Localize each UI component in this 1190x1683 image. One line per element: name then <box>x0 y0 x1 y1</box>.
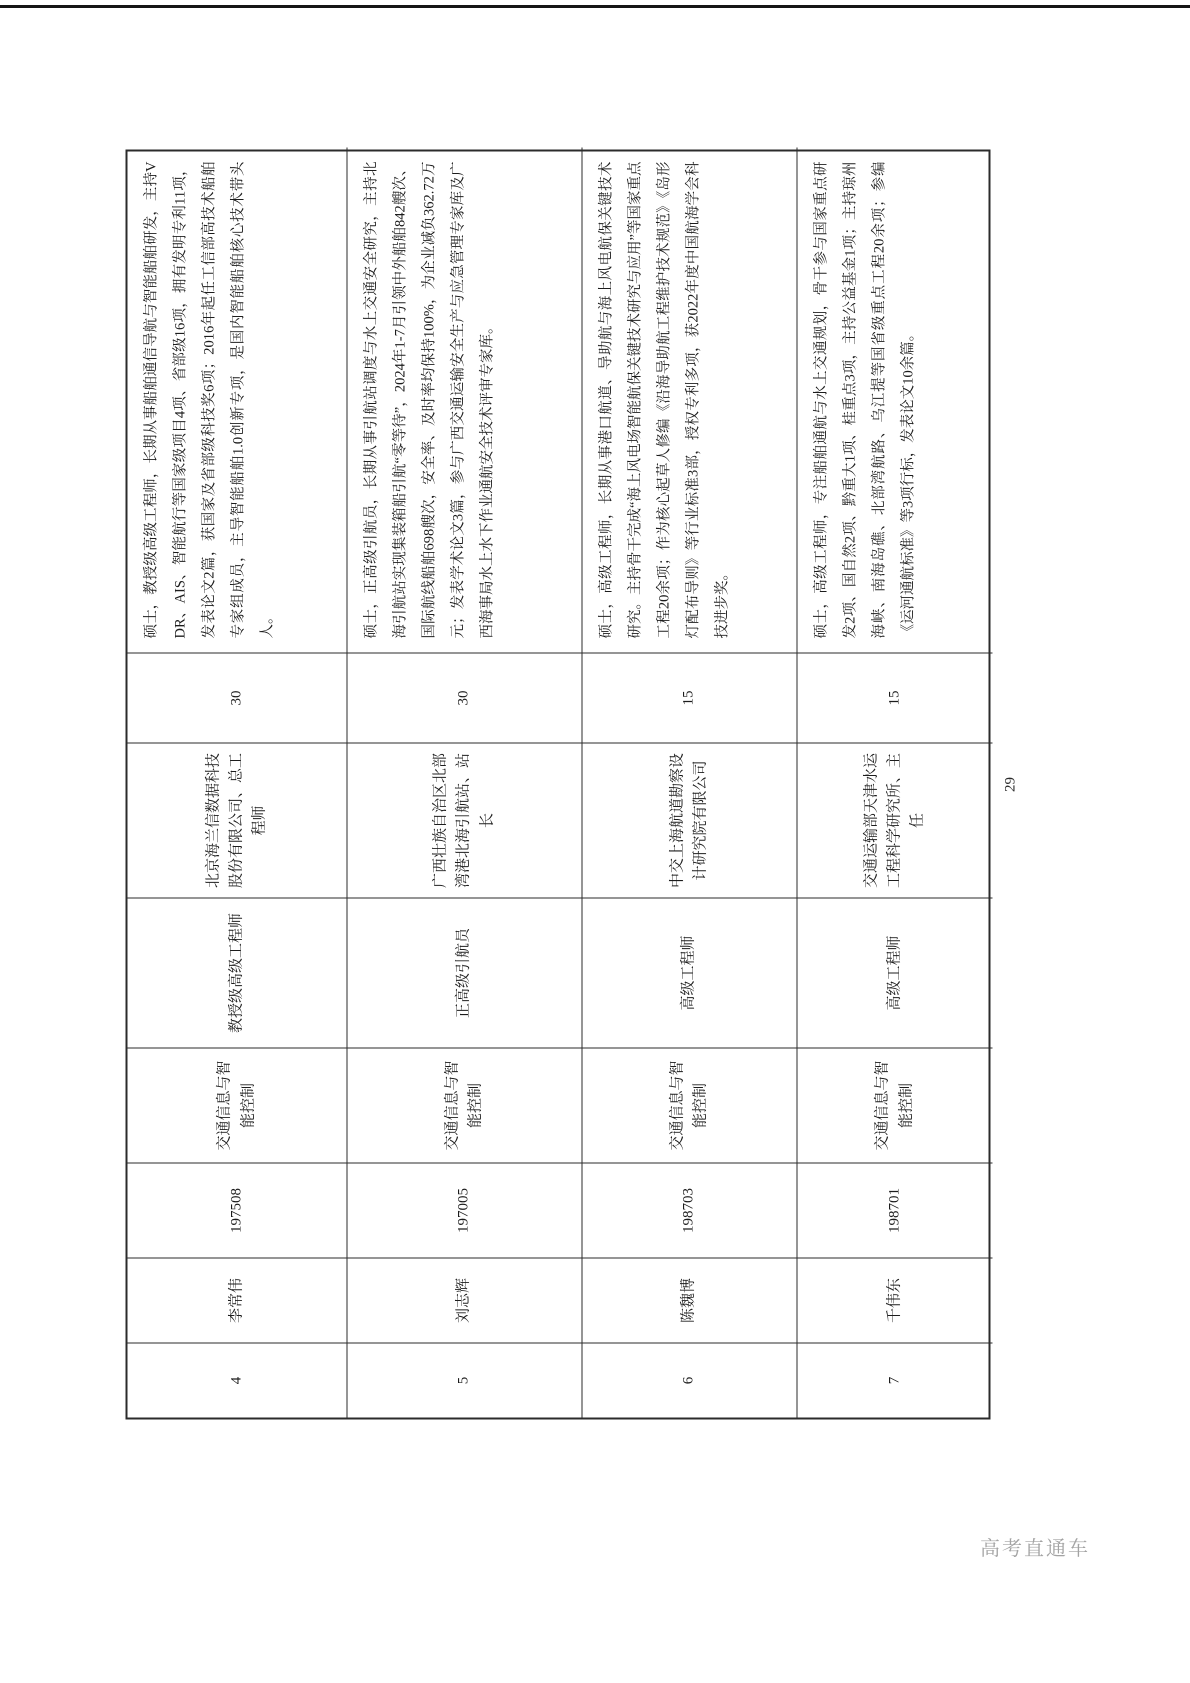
seq-cell: 6 <box>583 1343 798 1418</box>
rotated-landscape-sheet <box>126 150 1031 1420</box>
major-cell: 交通信息与智能控制 <box>348 1048 583 1163</box>
org-cell: 中交上海航道勘察设计研究院有限公司 <box>583 743 798 898</box>
birth-cell: 198703 <box>583 1163 798 1258</box>
watermark: 高考直通车 <box>980 1538 1090 1560</box>
major-cell: 交通信息与智能控制 <box>128 1048 348 1163</box>
title-cell: 正高级引航员 <box>348 898 583 1048</box>
seq-cell: 5 <box>348 1343 583 1418</box>
num-cell: 30 <box>348 653 583 743</box>
title-cell: 高级工程师 <box>583 898 798 1048</box>
num-cell: 15 <box>583 653 798 743</box>
seq-cell: 4 <box>128 1343 348 1418</box>
major-cell: 交通信息与智能控制 <box>798 1048 993 1163</box>
name-cell: 李常伟 <box>128 1258 348 1343</box>
org-cell: 北京海兰信数据科技股份有限公司、总工程师 <box>128 743 348 898</box>
achievements-cell: 硕士，正高级引航员，长期从事引航站调度与水上交通安全研究，主持北海引航站实现集装箱船引航“零等待”，2024年1-7月引领中外船舶842艘次、国际航线船舶698艘次，安全率、及时率均保持100%，为企业减负362.72万元；发表学术论文3篇，参与广西交通运输安全生产与应急管理专家库及广西海事局水上水下作业通航安全技术评审专家库。 <box>348 148 583 653</box>
birth-cell: 197005 <box>348 1163 583 1258</box>
scan-artifact-line <box>0 5 1190 8</box>
name-cell: 千伟东 <box>798 1258 993 1343</box>
name-cell: 陈魏博 <box>583 1258 798 1343</box>
org-cell: 广西壮族自治区北部湾港北海引航站、站长 <box>348 743 583 898</box>
achievements-cell: 硕士，高级工程师，专注船舶通航与水上交通规划，骨干参与国家重点研发2项、国自然2项、黔重大1项、桂重点3项，主持公益基金1项；主持琼州海峡、南海岛礁、北部湾航路、乌江提等国省级重点工程20余项；参编《运河通航标准》等3项行标，发表论文10余篇。 <box>813 161 917 639</box>
achievements-cell: 硕士，教授级高级工程师，长期从事船舶通信导航与智能船舶研发，主持VDR、AIS、智能航行等国家级项目4项、省部级16项，拥有发明专利11项，发表论文2篇，获国家及省部级科技奖6项；2016年起任工信部高技术船舶专家组成员，主导智能船舶1.0创新专项，是国内智能船舶核心技术带头人。 <box>128 148 348 653</box>
personnel-table <box>126 150 991 1420</box>
org-cell: 交通运输部天津水运工程科学研究所、主任 <box>798 743 993 898</box>
title-cell: 教授级高级工程师 <box>128 898 348 1048</box>
birth-cell: 197508 <box>128 1163 348 1258</box>
major-cell: 交通信息与智能控制 <box>583 1048 798 1163</box>
num-cell: 30 <box>128 653 348 743</box>
num-cell: 15 <box>798 653 993 743</box>
seq-cell: 7 <box>798 1343 993 1418</box>
title-cell: 高级工程师 <box>798 898 993 1048</box>
page-number: 29 <box>1002 777 1018 792</box>
achievements-cell: 硕士，高级工程师，长期从事港口航道、导助航与海上风电航保关键技术研究。主持骨干完成“海上风电场智能航保关键技术研究与应用”等国家重点工程20余项；作为核心起草人修编《沿海导助航工程维护技术规范》《岛形灯配布导则》等行业标准3部，授权专利多项，获2022年度中国航海学会科技进步奖。 <box>583 148 798 653</box>
name-cell: 刘志辉 <box>348 1258 583 1343</box>
birth-cell: 198701 <box>798 1163 993 1258</box>
